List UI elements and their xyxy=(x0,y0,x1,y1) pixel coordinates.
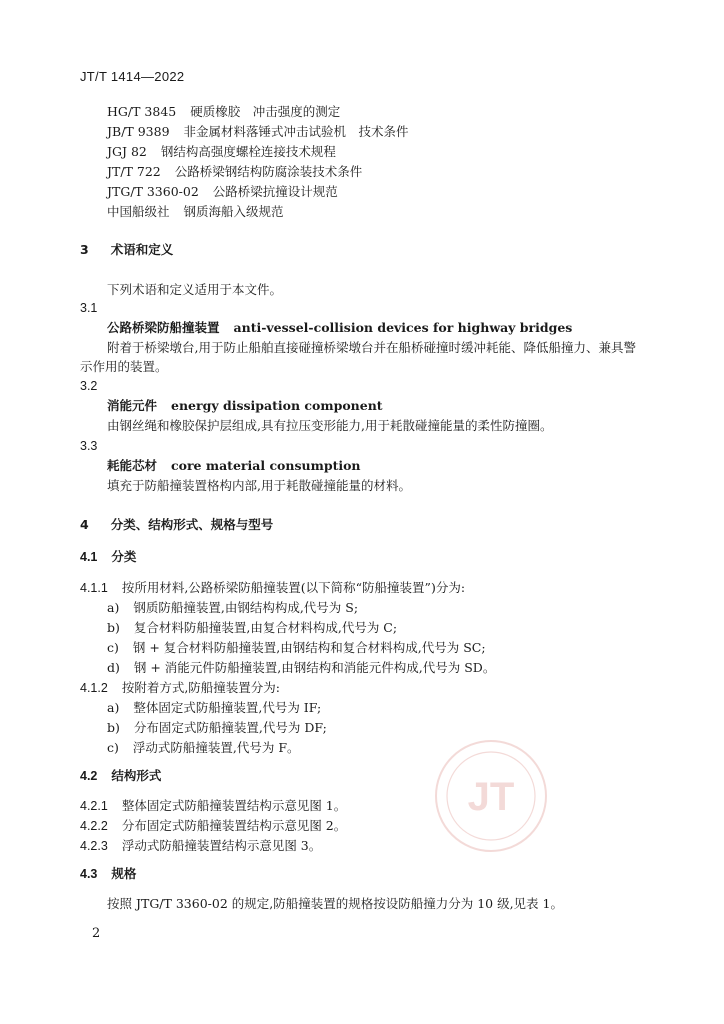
subsection-heading: 4.3 规格 xyxy=(80,866,137,881)
subsection-heading: 4.2 结构形式 xyxy=(80,768,162,783)
list-item: c) 钢 + 复合材料防船撞装置,由钢结构和复合材料构成,代号为 SC; xyxy=(107,640,486,655)
clause: 4.2.1 整体固定式防船撞装置结构示意见图 1。 xyxy=(80,798,347,813)
jt-watermark-logo xyxy=(433,738,549,854)
term-definition: 由钢丝绳和橡胶保护层组成,具有拉压变形能力,用于耗散碰撞能量的柔性防撞圈。 xyxy=(107,418,553,433)
subsection-heading: 4.1 分类 xyxy=(80,549,137,564)
clause: 4.2.3 浮动式防船撞装置结构示意见图 3。 xyxy=(80,838,322,853)
term-heading: 公路桥梁防船撞装置 anti-vessel-collision devices for highway bridges xyxy=(107,320,573,335)
list-item: a) 钢质防船撞装置,由钢结构构成,代号为 S; xyxy=(107,600,359,615)
list-item: c) 浮动式防船撞装置,代号为 F。 xyxy=(107,740,300,755)
term-number: 3.2 xyxy=(80,379,98,393)
document-number: JT/T 1414—2022 xyxy=(80,69,185,84)
term-heading: 消能元件 energy dissipation component xyxy=(107,398,383,413)
list-item: a) 整体固定式防船撞装置,代号为 IF; xyxy=(107,700,322,715)
reference-item: JT/T 722 公路桥梁钢结构防腐涂装技术条件 xyxy=(107,164,363,179)
section-intro: 下列术语和定义适用于本文件。 xyxy=(107,282,283,297)
term-number: 3.3 xyxy=(80,439,98,453)
clause: 4.1.2 按附着方式,防船撞装置分为: xyxy=(80,680,280,695)
reference-item: 中国船级社 钢质海船入级规范 xyxy=(107,204,284,219)
reference-item: JGJ 82 钢结构高强度螺栓连接技术规程 xyxy=(107,144,336,159)
term-definition: 示作用的装置。 xyxy=(80,359,168,374)
section-heading: 4 分类、结构形式、规格与型号 xyxy=(80,517,274,532)
term-definition: 附着于桥梁墩台,用于防止船舶直接碰撞桥梁墩台并在船桥碰撞时缓冲耗能、降低船撞力、兼具警 xyxy=(107,340,636,355)
term-number: 3.1 xyxy=(80,301,98,315)
reference-item: JB/T 9389 非金属材料落锤式冲击试验机 技术条件 xyxy=(107,124,409,139)
svg-text:JT: JT xyxy=(467,775,515,819)
section-heading: 3 术语和定义 xyxy=(80,242,174,257)
reference-item: JTG/T 3360-02 公路桥梁抗撞设计规范 xyxy=(107,184,338,199)
list-item: b) 复合材料防船撞装置,由复合材料构成,代号为 C; xyxy=(107,620,398,635)
term-definition: 填充于防船撞装置格构内部,用于耗散碰撞能量的材料。 xyxy=(107,478,411,493)
list-item: b) 分布固定式防船撞装置,代号为 DF; xyxy=(107,720,327,735)
reference-item: HG/T 3845 硬质橡胶 冲击强度的测定 xyxy=(107,104,341,119)
clause: 4.1.1 按所用材料,公路桥梁防船撞装置(以下简称“防船撞装置”)分为: xyxy=(80,580,466,595)
paragraph: 按照 JTG/T 3360-02 的规定,防船撞装置的规格按设防船撞力分为 10 级,见表 1。 xyxy=(107,896,563,911)
page-number: 2 xyxy=(92,926,101,941)
list-item: d) 钢 + 消能元件防船撞装置,由钢结构和消能元件构成,代号为 SD。 xyxy=(107,660,496,675)
clause: 4.2.2 分布固定式防船撞装置结构示意见图 2。 xyxy=(80,818,347,833)
term-heading: 耗能芯材 core material consumption xyxy=(107,458,361,473)
